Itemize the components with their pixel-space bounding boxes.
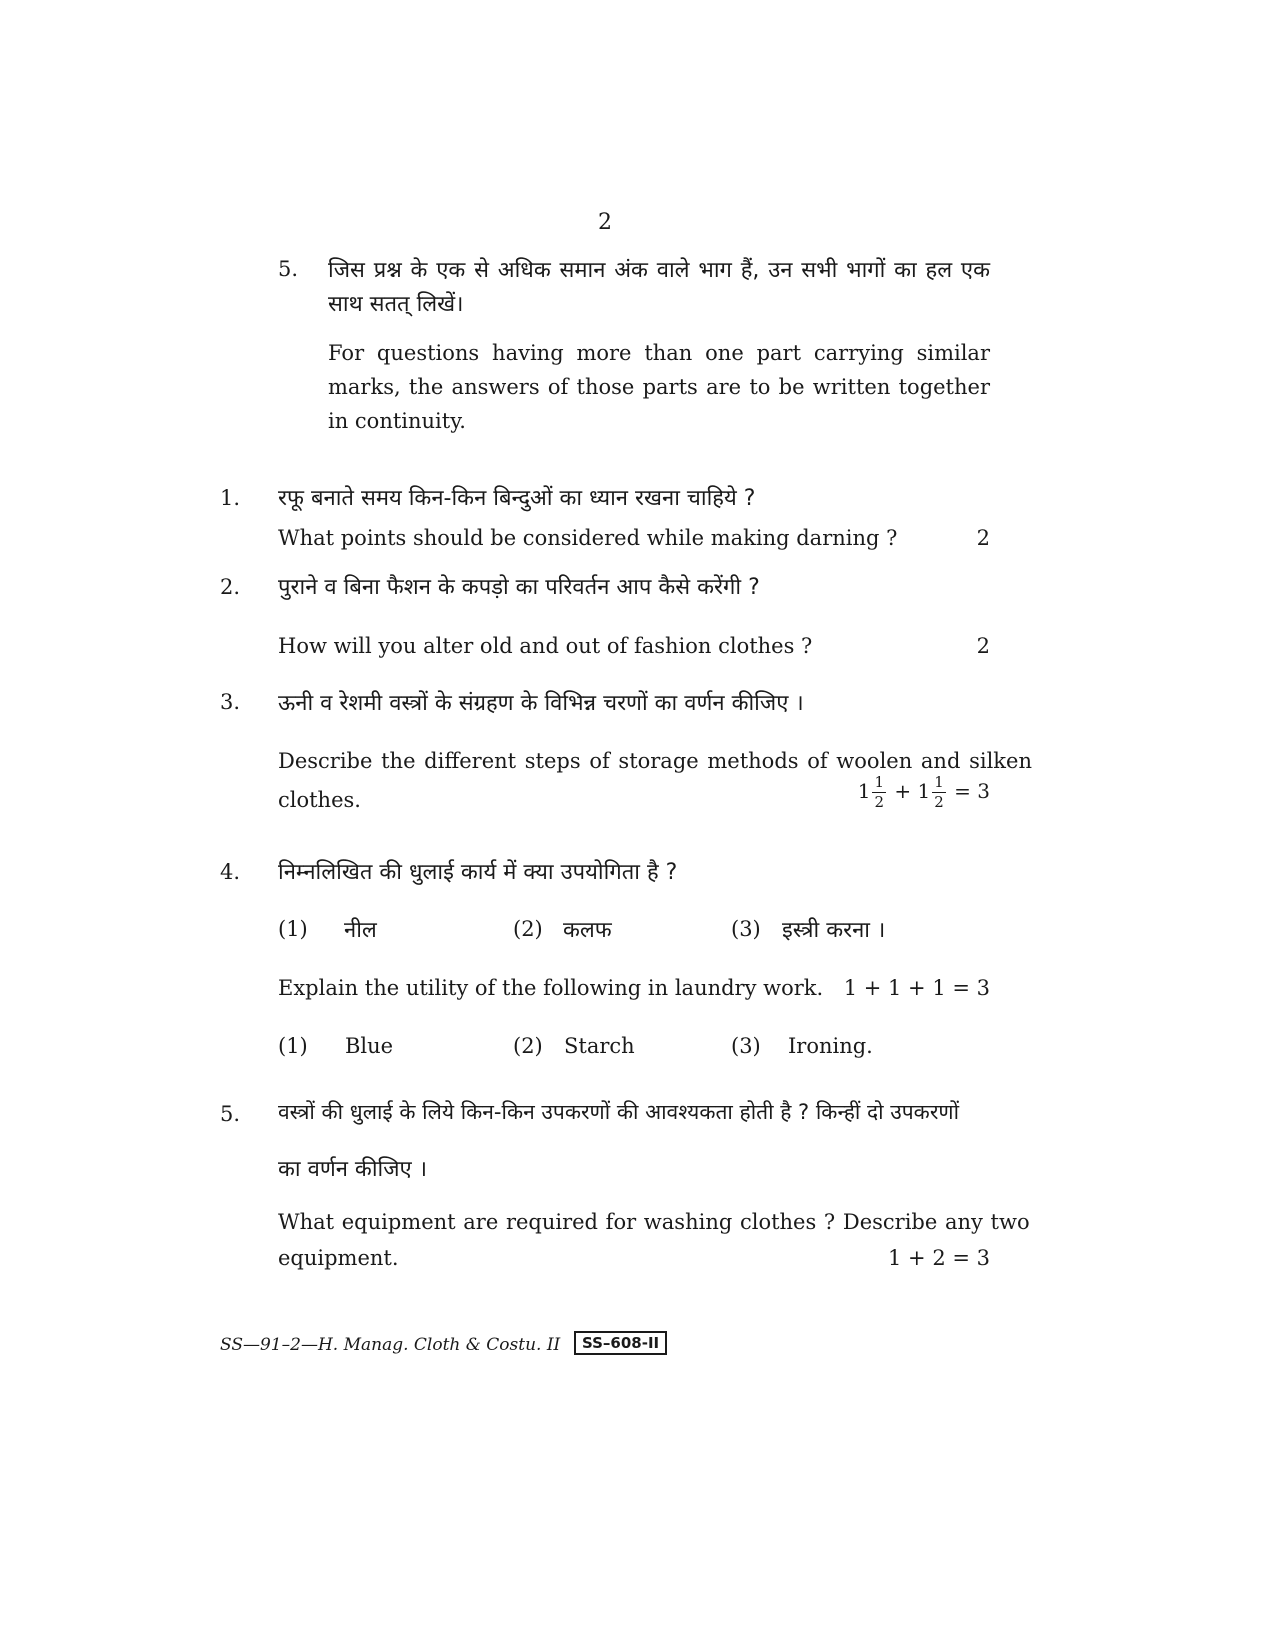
footer-left-text: SS—91–2—H. Manag. Cloth & Costu. II	[220, 1335, 561, 1355]
question-2-english: How will you alter old and out of fashion clothes ?	[278, 634, 813, 658]
question-5-hindi-line1: वस्त्रों की धुलाई के लिये किन-किन उपकरणों की आवश्यकता होती है ? किन्हीं दो उपकरणों	[278, 1100, 960, 1124]
question-3-english-line2: clothes.	[278, 788, 361, 812]
instruction-hindi: जिस प्रश्न के एक से अधिक समान अंक वाले भाग हैं, उन सभी भागों का हल एक साथ सतत् लिखें।	[328, 258, 990, 317]
marks-denominator-1: 2	[874, 793, 885, 811]
marks-whole-2: 1	[917, 779, 931, 803]
marks-fraction-2	[932, 775, 946, 810]
question-5-english-line1: What equipment are required for washing clothes ? Describe any two	[278, 1210, 1030, 1234]
q4-hindi-option-1-label: (1)	[278, 917, 308, 941]
q4-english-option-2-label: (2)	[513, 1034, 543, 1058]
question-3-number: 3.	[220, 690, 241, 714]
question-2-number: 2.	[220, 575, 241, 599]
question-4-number: 4.	[220, 860, 241, 884]
q4-hindi-option-2-text: कलफ	[563, 918, 612, 943]
question-2-marks: 2	[976, 634, 990, 658]
question-3-hindi: ऊनी व रेशमी वस्त्रों के संग्रहण के विभिन्न चरणों का वर्णन कीजिए ।	[278, 691, 804, 716]
q4-hindi-option-3-label: (3)	[731, 917, 761, 941]
question-4-hindi: निम्नलिखित की धुलाई कार्य में क्या उपयोगिता है ?	[278, 860, 678, 885]
marks-numerator-2: 1	[934, 773, 944, 791]
instruction-english: For questions having more than one part carrying similar marks, the answers of those parts are to be written together in continuity.	[328, 341, 990, 433]
marks-fraction-1	[872, 775, 886, 810]
question-5-english-line2: equipment.	[278, 1246, 399, 1270]
question-5-number: 5.	[220, 1102, 241, 1126]
marks-numerator-1: 1	[874, 773, 885, 791]
question-3-english-line1: Describe the different steps of storage methods of woolen and silken	[278, 749, 1032, 773]
q4-english-option-1-label: (1)	[278, 1034, 308, 1058]
question-4-english: Explain the utility of the following in laundry work.	[278, 976, 824, 1000]
marks-denominator-2: 2	[934, 793, 944, 811]
question-1-hindi: रफू बनाते समय किन-किन बिन्दुओं का ध्यान रखना चाहिये ?	[278, 486, 756, 511]
question-1-number: 1.	[220, 486, 241, 510]
q4-hindi-option-1-text: नील	[344, 918, 377, 943]
question-3-marks	[820, 775, 990, 810]
question-5-marks: 1 + 2 = 3	[888, 1246, 990, 1270]
footer-code-box	[574, 1333, 667, 1352]
q4-english-option-2-text: Starch	[564, 1034, 635, 1058]
marks-total: = 3	[954, 779, 990, 803]
marks-whole-1: 1	[857, 779, 871, 803]
question-1-marks: 2	[976, 526, 990, 550]
q4-hindi-option-2-label: (2)	[513, 917, 543, 941]
question-2-hindi: पुराने व बिना फैशन के कपड़ो का परिवर्तन आप कैसे करेंगी ?	[278, 575, 760, 600]
question-4-marks: 1 + 1 + 1 = 3	[843, 976, 990, 1000]
page-number: 2	[598, 210, 612, 235]
footer-code: SS–608-II	[574, 1331, 667, 1355]
question-5-hindi-line2: का वर्णन कीजिए ।	[278, 1157, 428, 1182]
marks-plus: +	[894, 779, 912, 803]
q4-english-option-1-text: Blue	[345, 1034, 394, 1058]
q4-english-option-3-text: Ironing.	[788, 1034, 873, 1058]
q4-hindi-option-3-text: इस्त्री करना ।	[782, 918, 886, 943]
instruction-number: 5.	[278, 257, 299, 281]
question-1-english: What points should be considered while making darning ?	[278, 526, 898, 550]
q4-english-option-3-label: (3)	[731, 1034, 761, 1058]
